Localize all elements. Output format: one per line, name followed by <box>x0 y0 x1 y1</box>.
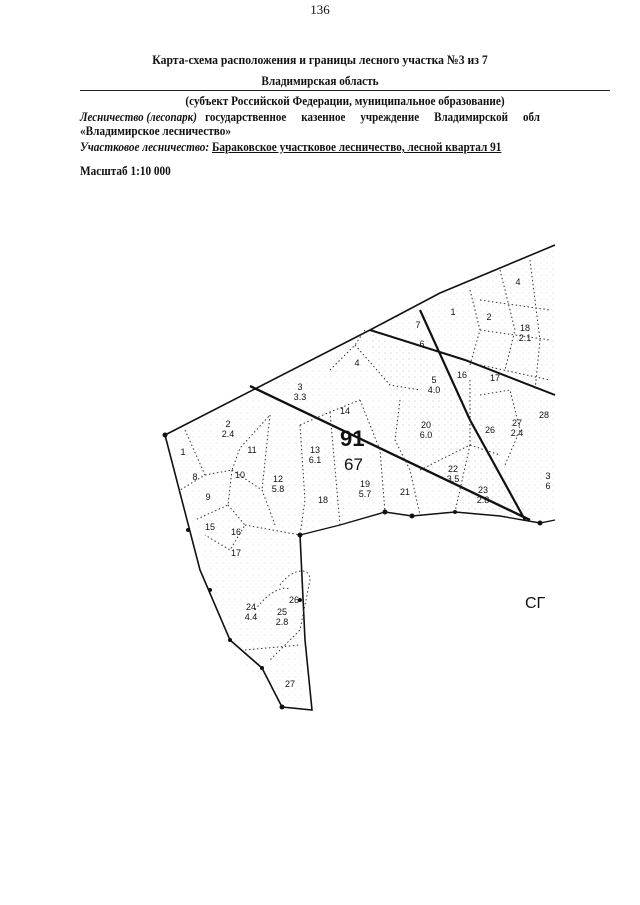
plot-area: 2.8 <box>476 495 490 505</box>
plot-label: 1 <box>180 447 186 457</box>
adjacent-plot-label: 18 <box>519 323 531 333</box>
plot-label: 9 <box>205 492 211 502</box>
plot-area: 6.1 <box>308 455 322 465</box>
adjacent-plot-area: 2.4 <box>510 428 524 438</box>
page-number: 136 <box>310 2 330 17</box>
adjacent-plot-label: 6 <box>545 481 551 491</box>
plot-area: 4.0 <box>427 385 441 395</box>
quarter-number: 91 <box>340 426 365 451</box>
adjacent-plot-label: 27 <box>511 418 523 428</box>
plot-label: 3 <box>297 382 303 392</box>
plot-label: 21 <box>399 487 411 497</box>
plot-area: 6.0 <box>419 430 433 440</box>
plot-label: 4 <box>354 358 360 368</box>
plot-label: 12 <box>272 474 284 484</box>
plot-label: 24 <box>245 602 257 612</box>
adjacent-plot-label: 4 <box>515 277 521 287</box>
plot-label: 16 <box>230 527 242 537</box>
plot-label: 27 <box>284 679 296 689</box>
adjacent-plot-label: 16 <box>456 370 468 380</box>
forest-plot-map <box>0 190 640 750</box>
plot-label: 8 <box>192 472 198 482</box>
plot-label: 19 <box>359 479 371 489</box>
header-rule <box>80 90 610 91</box>
district-label: Участковое лесничество: <box>80 140 210 154</box>
plot-area: 5.7 <box>358 489 372 499</box>
adjacent-plot-label: 28 <box>538 410 550 420</box>
plot-label: 5 <box>431 375 437 385</box>
plot-label: 18 <box>317 495 329 505</box>
district-line <box>80 140 501 155</box>
adjacent-plot-label: 1 <box>450 307 456 317</box>
plot-label: 13 <box>309 445 321 455</box>
district-value: Бараковское участковое лесничество, лесной квартал 91 <box>211 140 502 154</box>
quarter-area: 67 <box>344 455 363 474</box>
plot-label: 11 <box>247 445 257 455</box>
adjacent-plot-label: 17 <box>489 373 501 383</box>
plot-label: 10 <box>234 470 246 480</box>
forestry-value-line1: государственное казенное учреждение Владимирской обл <box>205 110 540 124</box>
plot-label: 20 <box>420 420 432 430</box>
forestry-line <box>80 110 540 125</box>
document-title: Карта-схема расположения и границы лесного участка №3 из 7 <box>152 52 488 67</box>
plot-label: 17 <box>230 548 242 558</box>
plot-label: 26 <box>288 595 300 605</box>
adjacent-plot-label: 6 <box>419 339 425 349</box>
forestry-label: Лесничество (лесопарк) <box>80 110 197 124</box>
plot-area: 5.8 <box>271 484 285 494</box>
plot-label: 14 <box>339 406 351 416</box>
plot-area: 2.8 <box>275 617 289 627</box>
forestry-value-line2: «Владимирское лесничество» <box>80 124 232 138</box>
plot-label: 23 <box>477 485 489 495</box>
edge-map-text: СГ <box>525 595 546 612</box>
plot-area: 4.4 <box>244 612 258 622</box>
adjacent-plot-label: 3 <box>545 471 551 481</box>
plot-label: 15 <box>204 522 216 532</box>
plot-label: 22 <box>447 464 459 474</box>
region-name: Владимирская область <box>261 74 379 88</box>
adjacent-plot-label: 2 <box>486 312 492 322</box>
plot-area: 3.5 <box>446 474 460 484</box>
plot-area: 3.3 <box>293 392 307 402</box>
subject-note: (субъект Российской Федерации, муниципальное образование) <box>185 94 505 108</box>
adjacent-plot-label: 7 <box>415 320 421 330</box>
adjacent-plot-area: 2.1 <box>518 333 532 343</box>
plot-area: 2.4 <box>221 429 235 439</box>
plot-label: 2 <box>225 419 231 429</box>
plot-label: 25 <box>276 607 288 617</box>
adjacent-plot-label: 26 <box>484 425 496 435</box>
map-scale: Масштаб 1:10 000 <box>80 164 171 178</box>
